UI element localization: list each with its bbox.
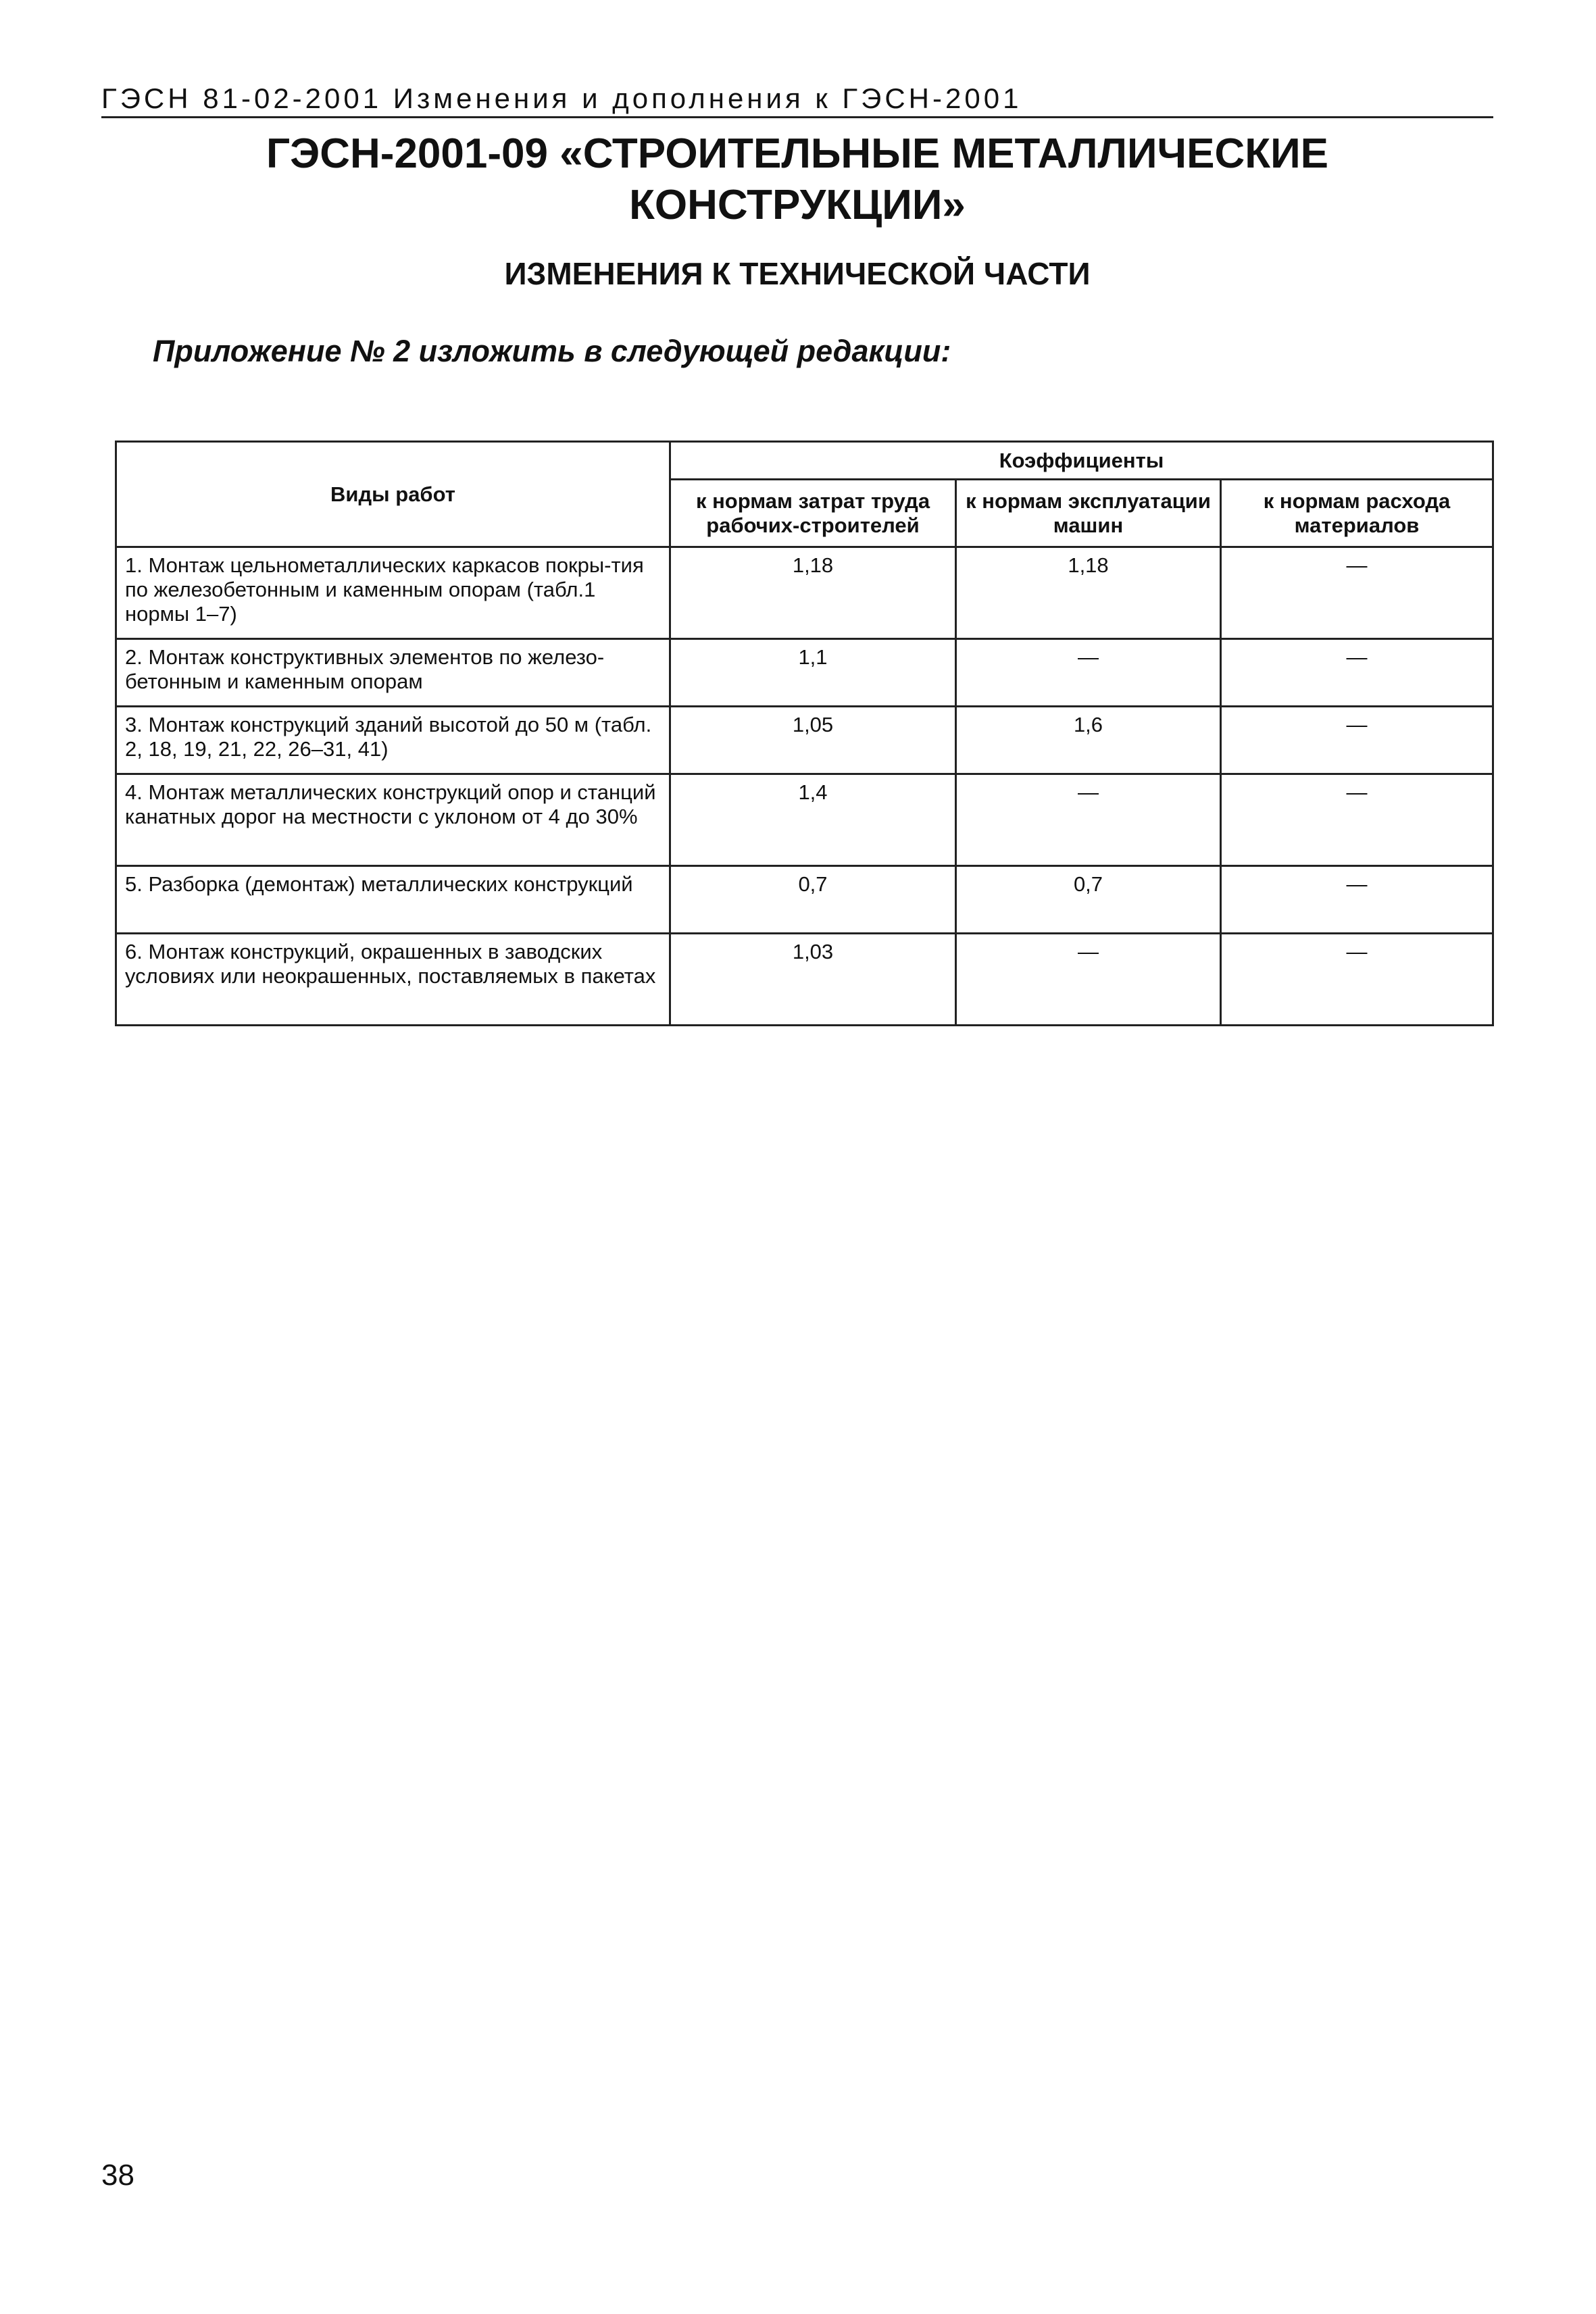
cell-materials: — (1221, 934, 1493, 1026)
document-title (101, 128, 1493, 231)
running-head: ГЭСН 81-02-2001 Изменения и дополнения к ГЭСН-2001 (101, 82, 1022, 114)
cell-labor: 1,4 (670, 774, 956, 866)
header-materials: к нормам расхода материалов (1221, 480, 1493, 547)
cell-materials: — (1221, 774, 1493, 866)
cell-labor: 1,1 (670, 639, 956, 707)
header-coefficients: Коэффициенты (670, 442, 1493, 480)
table-row (116, 934, 1493, 1026)
cell-machines: — (956, 934, 1221, 1026)
amendment-note: Приложение № 2 изложить в следующей редакции: (153, 334, 951, 368)
cell-materials: — (1221, 707, 1493, 774)
table-row (116, 774, 1493, 866)
table-row (116, 866, 1493, 934)
header-work-types: Виды работ (116, 442, 670, 547)
cell-machines: — (956, 774, 1221, 866)
title-line-2: КОНСТРУКЦИИ» (629, 182, 966, 228)
cell-machines: 1,18 (956, 547, 1221, 639)
cell-work: 4. Монтаж металлических конструкций опор и станций канатных дорог на местности с уклоном от 4 до 30% (116, 774, 670, 866)
table-row (116, 707, 1493, 774)
cell-machines: 1,6 (956, 707, 1221, 774)
table-row (116, 547, 1493, 639)
cell-machines: 0,7 (956, 866, 1221, 934)
page-number: 38 (101, 2159, 134, 2192)
cell-materials: — (1221, 639, 1493, 707)
header-labor: к нормам затрат труда рабочих-строителей (670, 480, 956, 547)
cell-materials: — (1221, 866, 1493, 934)
cell-work: 3. Монтаж конструкций зданий высотой до 50 м (табл. 2, 18, 19, 21, 22, 26–31, 41) (116, 707, 670, 774)
header-machines: к нормам эксплуатации машин (956, 480, 1221, 547)
coefficients-table (115, 441, 1494, 1026)
section-subtitle: ИЗМЕНЕНИЯ К ТЕХНИЧЕСКОЙ ЧАСТИ (504, 256, 1091, 291)
header-rule (101, 116, 1493, 118)
table-row (116, 639, 1493, 707)
cell-labor: 1,05 (670, 707, 956, 774)
cell-machines: — (956, 639, 1221, 707)
cell-labor: 1,03 (670, 934, 956, 1026)
cell-work: 6. Монтаж конструкций, окрашенных в заводских условиях или неокрашенных, поставляемых в пакетах (116, 934, 670, 1026)
cell-work: 5. Разборка (демонтаж) металлических конструкций (116, 866, 670, 934)
cell-labor: 0,7 (670, 866, 956, 934)
cell-labor: 1,18 (670, 547, 956, 639)
cell-work: 1. Монтаж цельнометаллических каркасов покры-тия по железобетонным и каменным опорам (табл.1 нормы 1–7) (116, 547, 670, 639)
title-line-1: ГЭСН-2001-09 «СТРОИТЕЛЬНЫЕ МЕТАЛЛИЧЕСКИЕ (266, 130, 1328, 177)
cell-materials: — (1221, 547, 1493, 639)
cell-work: 2. Монтаж конструктивных элементов по железо-бетонным и каменным опорам (116, 639, 670, 707)
